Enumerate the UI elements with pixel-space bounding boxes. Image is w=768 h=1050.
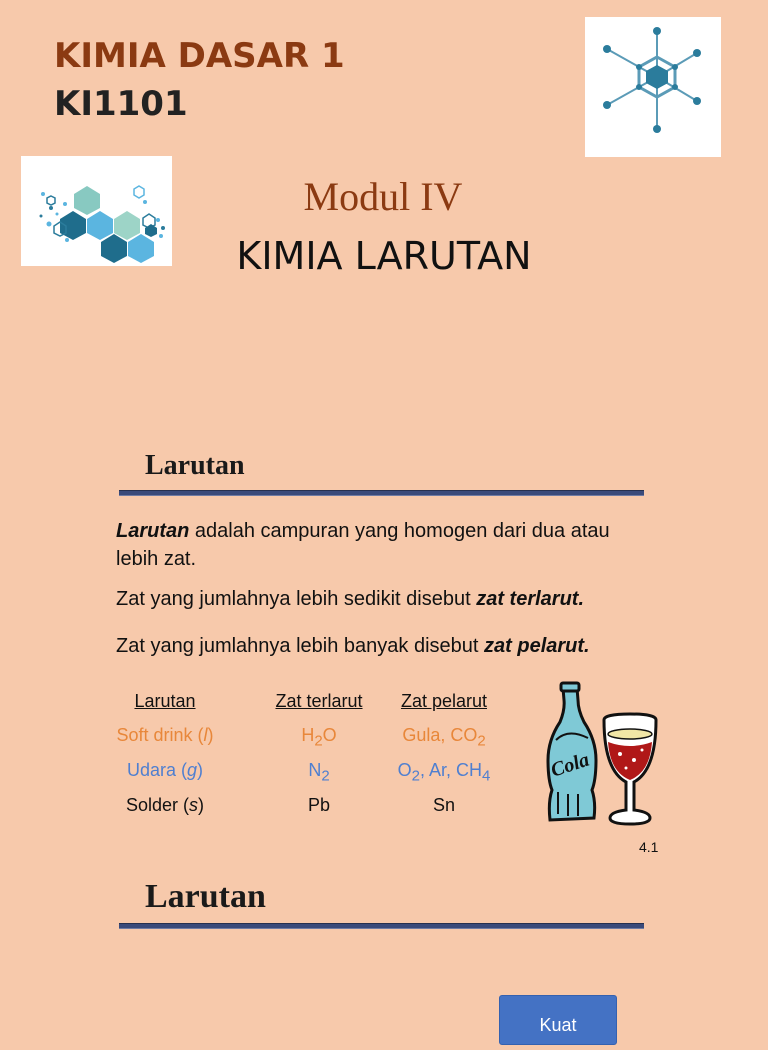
cell-text: , Ar, CH	[420, 760, 483, 780]
table-cell-larutan	[102, 760, 228, 781]
solvent-term: zat pelarut.	[484, 635, 590, 657]
cell-text: )	[207, 725, 214, 745]
section-divider-2	[119, 923, 644, 929]
cell-state: s	[189, 795, 199, 815]
table-cell-solvent	[385, 725, 503, 750]
table-cell-solvent	[385, 760, 503, 785]
cell-text: Gula, CO	[402, 725, 478, 745]
module-number	[0, 173, 768, 220]
table-cell-larutan	[102, 725, 228, 746]
cell-text: O	[397, 760, 412, 780]
solute-paragraph	[116, 585, 656, 613]
cola-illustration	[538, 680, 663, 830]
cell-text: H	[301, 725, 315, 745]
table-header-larutan: Larutan	[134, 691, 196, 711]
cell-state: g	[187, 760, 198, 780]
definition-paragraph	[116, 517, 656, 573]
cell-text: Udara (	[126, 760, 187, 780]
cell-subscript: 2	[314, 732, 323, 750]
module-number-text: Modul IV	[303, 174, 463, 219]
table-cell-solute: Pb	[307, 795, 331, 815]
section-title-2: Larutan	[145, 878, 266, 915]
solute-term: zat terlarut.	[476, 588, 585, 610]
cell-subscript: 2	[321, 767, 330, 785]
cell-subscript: 2	[411, 767, 420, 785]
course-code: KI1101	[54, 84, 188, 124]
solvent-paragraph	[116, 632, 656, 660]
cola-bottle-and-glass-icon	[538, 680, 663, 830]
module-title: KIMIA LARUTAN	[236, 234, 532, 278]
cell-subscript: 4	[482, 767, 491, 785]
solvent-text: Zat yang jumlahnya lebih banyak disebut	[116, 635, 485, 657]
table-cell-solvent: Sn	[432, 795, 456, 815]
cell-text: N	[308, 760, 322, 780]
kuat-button[interactable]: Kuat	[499, 995, 617, 1045]
cell-text: )	[197, 760, 204, 780]
molecule-logo	[585, 17, 721, 157]
cell-text: )	[198, 795, 205, 815]
table-header-zat-pelarut: Zat pelarut	[400, 691, 488, 711]
table-cell-larutan	[102, 795, 228, 816]
cell-state: l	[203, 725, 208, 745]
molecule-icon	[585, 17, 721, 157]
bottle-label: Cola	[548, 748, 592, 782]
cell-text: O	[322, 725, 337, 745]
table-cell-solute	[255, 760, 383, 785]
solute-text: Zat yang jumlahnya lebih sedikit disebut	[116, 588, 477, 610]
section-divider	[119, 490, 644, 496]
cell-text: Solder (	[125, 795, 190, 815]
cell-subscript: 2	[477, 732, 486, 750]
cell-text: Soft drink (	[116, 725, 204, 745]
definition-text: adalah campuran yang homogen dari dua atau lebih zat.	[116, 520, 610, 570]
definition-term: Larutan	[116, 520, 190, 542]
table-header-zat-terlarut: Zat terlarut	[275, 691, 363, 711]
course-name: KIMIA DASAR 1	[54, 36, 345, 76]
section-title: Larutan	[145, 450, 245, 481]
figure-number: 4.1	[639, 839, 659, 855]
table-cell-solute	[255, 725, 383, 750]
